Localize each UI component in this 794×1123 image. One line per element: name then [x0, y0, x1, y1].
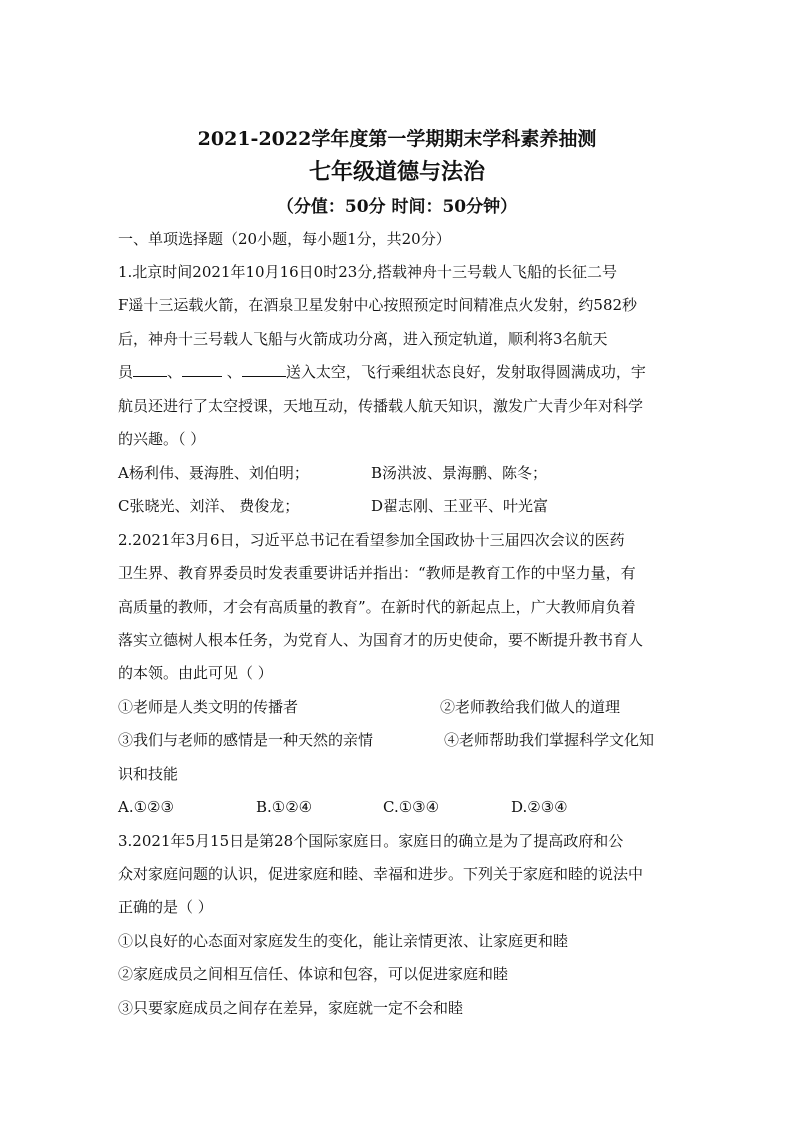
q1-option-d: D翟志刚、王亚平、叶光富 [371, 497, 549, 515]
q2-line-5: 的本领。由此可见（ ） [118, 664, 273, 682]
q2-line-2: 卫生界、教育界委员时发表重要讲话并指出：“教师是教育工作的中坚力量，有 [118, 564, 636, 582]
answer-blank-3 [242, 362, 286, 377]
q1-line-3: 后，神舟十三号载人飞船与火箭成功分离，进入预定轨道，顺利将3名航天 [118, 330, 608, 348]
exam-title: 2021-2022学年度第一学期期末学科素养抽测 [197, 128, 597, 150]
q1-line-4 [118, 362, 646, 382]
q1-sep-2: 、 [222, 363, 242, 381]
q3-statement-1: ①以良好的心态面对家庭发生的变化，能让亲情更浓、让家庭更和睦 [118, 932, 569, 950]
q1-option-a: A杨利伟、聂海胜、刘伯明； [118, 464, 309, 482]
q2-line-1: 2.2021年3月6日，习近平总书记在看望参加全国政协十三届四次会议的医药 [118, 531, 625, 549]
q1-sep-1: 、 [167, 363, 183, 381]
q3-statement-3: ③只要家庭成员之间存在差异，家庭就一定不会和睦 [118, 999, 464, 1017]
q3-statement-2: ②家庭成员之间相互信任、体谅和包容，可以促进家庭和睦 [118, 965, 509, 983]
exam-meta: （分值：50分 时间：50分钟） [276, 197, 518, 217]
q2-statement-4-cont: 识和技能 [118, 765, 179, 783]
q1-line-4-prefix: 员 [118, 363, 134, 381]
q1-option-row-2 [118, 496, 549, 516]
q2-statement-1: ①老师是人类文明的传播者 [118, 698, 299, 716]
q2-statement-2: ②老师教给我们做人的道理 [440, 698, 621, 716]
exam-subject: 七年级道德与法治 [308, 159, 485, 185]
q1-option-row-1 [118, 463, 548, 483]
q1-option-c: C张晓光、刘洋、 费俊龙； [118, 497, 300, 515]
q3-line-3: 正确的是（ ） [118, 898, 213, 916]
q1-line-4-rest: 送入太空，飞行乘组状态良好，发射取得圆满成功，宇 [285, 363, 646, 381]
q3-line-1: 3.2021年5月15日是第28个国际家庭日。家庭日的确立是为了提高政府和公 [118, 832, 624, 850]
q2-option-c: C.①③④ [383, 798, 440, 816]
q2-line-3: 高质量的教师，才会有高质量的教育”。在新时代的新起点上，广大教师肩负着 [118, 598, 636, 616]
q2-statement-row-2 [118, 730, 655, 750]
q2-option-b: B.①②④ [256, 798, 313, 816]
q2-statement-3: ③我们与老师的感情是一种天然的亲情 [118, 731, 374, 749]
q2-option-a: A.①②③ [118, 798, 174, 816]
q2-statement-4: ④老师帮助我们掌握科学文化知 [444, 731, 655, 749]
q1-line-6: 的兴趣。（ ） [118, 430, 206, 448]
q2-option-row [118, 797, 568, 817]
q2-line-4: 落实立德树人根本任务，为党育人、为国育才的历史使命，要不断提升教书育人 [118, 631, 644, 649]
answer-blank-1 [133, 362, 167, 377]
q2-statement-row-1 [118, 697, 621, 717]
q1-line-2: F遥十三运载火箭，在酒泉卫星发射中心按照预定时间精准点火发射，约582秒 [118, 296, 638, 314]
answer-blank-2 [182, 362, 222, 377]
q3-line-2: 众对家庭问题的认识，促进家庭和睦、幸福和进步。下列关于家庭和睦的说法中 [118, 865, 644, 883]
section-heading: 一、单项选择题（20小题，每小题1分，共20分） [118, 230, 451, 248]
q2-option-d: D.②③④ [511, 798, 568, 816]
q1-option-b: B汤洪波、景海鹏、陈冬； [371, 464, 548, 482]
q1-line-5: 航员还进行了太空授课，天地互动，传播载人航天知识，激发广大青少年对科学 [118, 397, 644, 415]
q1-line-1: 1.北京时间2021年10月16日0时23分,搭载神舟十三号载人飞船的长征二号 [118, 263, 618, 281]
